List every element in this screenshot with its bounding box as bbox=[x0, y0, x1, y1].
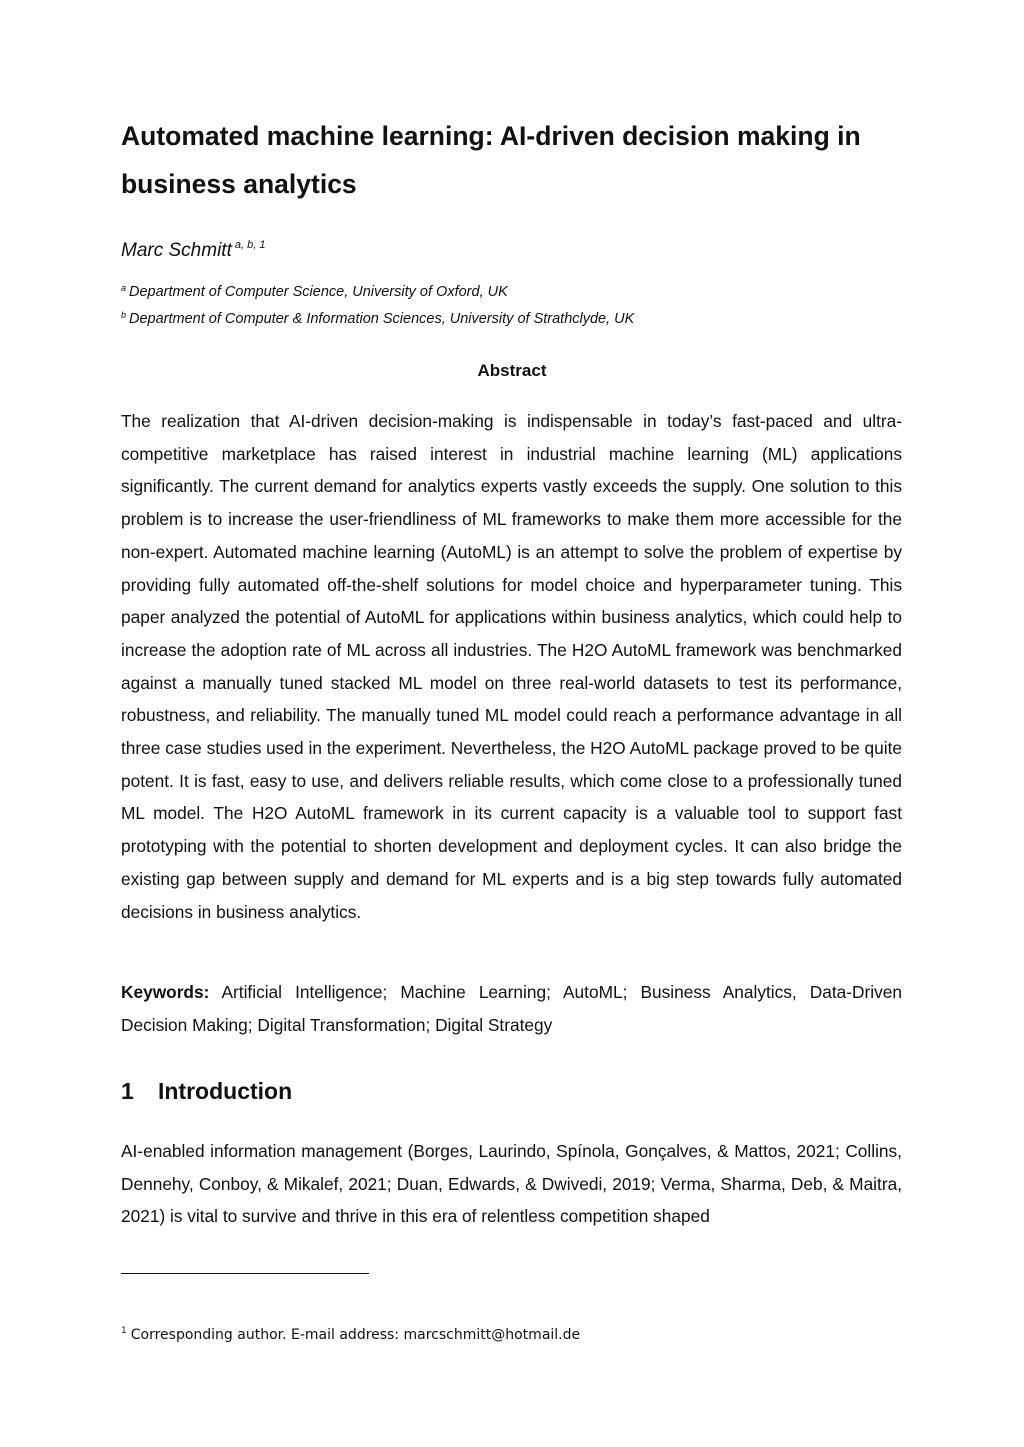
keywords-paragraph bbox=[121, 976, 902, 1041]
abstract-heading: Abstract bbox=[477, 361, 547, 380]
affiliation-a bbox=[121, 278, 508, 302]
section-number: 1 bbox=[121, 1078, 134, 1104]
affiliation-b-mark: b bbox=[121, 310, 127, 320]
author-name: Marc Schmitt bbox=[121, 240, 232, 261]
affiliation-a-text: Department of Computer Science, University of Oxford, UK bbox=[129, 284, 508, 300]
footnote bbox=[121, 1321, 580, 1345]
affiliation-b-text: Department of Computer & Information Sciences, University of Strathclyde, UK bbox=[129, 311, 635, 327]
footnote-mark: 1 bbox=[121, 1326, 127, 1336]
paper-title: Automated machine learning: AI-driven decision making in business analytics bbox=[121, 121, 861, 199]
author-line bbox=[121, 231, 265, 265]
keywords-label: Keywords: bbox=[121, 982, 210, 1002]
footnote-separator bbox=[121, 1273, 369, 1274]
section-heading-introduction bbox=[121, 1075, 292, 1107]
abstract-text: The realization that AI-driven decision-making is indispensable in today’s fast-paced and ultra-competitive marketplace has raised interest in industrial machine learning (ML) applications significantly. The current demand for analytics experts vastly exceeds the supply. One solution to this problem is to increase the user-friendliness of ML frameworks to make them more accessible for the non-expert. Automated machine learning (AutoML) is an attempt to solve the problem of expertise by providing fully automated off-the-shelf solutions for model choice and hyperparameter tuning. This paper analyzed the potential of AutoML for applications within business analytics, which could help to increase the adoption rate of ML across all industries. The H2O AutoML framework was benchmarked against a manually tuned stacked ML model on three real-world datasets to test its performance, robustness, and reliability. The manually tuned ML model could reach a performance advantage in all three case studies used in the experiment. Nevertheless, the H2O AutoML package proved to be quite potent. It is fast, easy to use, and delivers reliable results, which come close to a professionally tuned ML model. The H2O AutoML framework in its current capacity is a valuable tool to support fast prototyping with the potential to shorten development and deployment cycles. It can also bridge the existing gap between supply and demand for ML experts and is a big step towards fully automated decisions in business analytics. bbox=[121, 411, 902, 922]
section-title: Introduction bbox=[158, 1078, 293, 1104]
keywords-text: Artificial Intelligence; Machine Learning; AutoML; Business Analytics, Data-Driven Decision Making; Digital Transformation; Digital Strategy bbox=[121, 982, 902, 1035]
introduction-text: AI-enabled information management (Borges, Laurindo, Spínola, Gonçalves, & Mattos, 2021; Collins, Dennehy, Conboy, & Mikalef, 2021; Duan, Edwards, & Dwivedi, 2019; Verma, Sharma, Deb, & Maitra, 2021) is vital to survive and thrive in this era of relentless competition shaped bbox=[121, 1141, 902, 1227]
affiliation-a-mark: a bbox=[121, 283, 127, 293]
affiliation-b bbox=[121, 305, 634, 329]
footnote-text: Corresponding author. E-mail address: marcschmitt@hotmail.de bbox=[130, 1327, 581, 1343]
author-affiliation-marks: a, b, 1 bbox=[234, 239, 266, 251]
